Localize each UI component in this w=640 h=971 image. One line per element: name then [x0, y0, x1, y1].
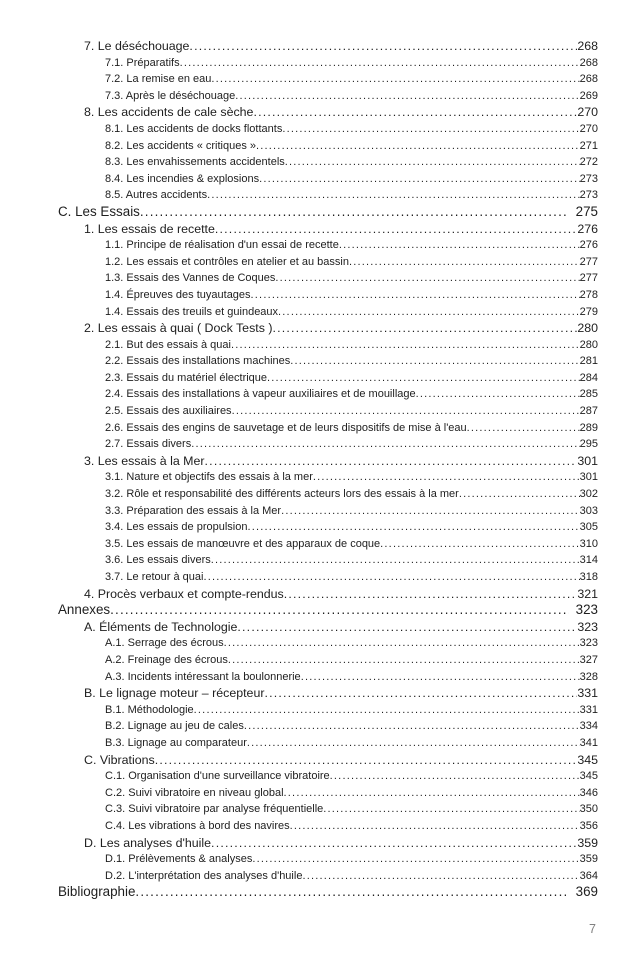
toc-entry[interactable]: [0, 669, 598, 686]
toc-entry[interactable]: [0, 801, 598, 818]
toc-entry-title: 2.6. Essais des engins de sauvetage et de leurs dispositifs de mise à l'eau: [105, 421, 467, 434]
toc-entry-title: C. Les Essais: [58, 203, 140, 219]
toc-entry-title: B.2. Lignage au jeu de cales: [105, 720, 244, 733]
toc-entry-page: 268: [577, 39, 598, 53]
toc-entry-title: 1.4. Épreuves des tuyautages: [105, 288, 251, 301]
toc-entry-title: 2.7. Essais divers: [105, 438, 192, 451]
toc-leader-dots: [203, 569, 579, 586]
toc-leader-dots: [284, 586, 578, 603]
toc-entry[interactable]: [0, 503, 598, 520]
toc-entry[interactable]: [0, 619, 598, 636]
toc-entry-page: 314: [579, 554, 598, 567]
toc-leader-dots: [235, 88, 579, 105]
toc-entry[interactable]: [0, 586, 598, 603]
toc-entry-page: 364: [579, 869, 598, 882]
toc-leader-dots: [135, 884, 568, 901]
toc-entry-page: 369: [575, 884, 598, 900]
toc-entry-page: 269: [579, 89, 598, 102]
toc-entry-title: Annexes: [58, 602, 111, 618]
toc-entry-page: 359: [577, 835, 598, 850]
toc-leader-dots: [278, 304, 580, 321]
toc-entry[interactable]: [0, 768, 598, 785]
toc-entry-title: 1.2. Les essais et contrôles en atelier et au bassin: [105, 255, 349, 268]
toc-leader-dots: [459, 486, 580, 503]
toc-entry[interactable]: [0, 851, 598, 868]
toc-list: [0, 38, 598, 901]
toc-entry-title: 2.3. Essais du matériel électrique: [105, 371, 268, 384]
toc-leader-dots: [281, 503, 580, 520]
toc-entry[interactable]: [0, 386, 598, 403]
toc-leader-dots: [211, 552, 580, 569]
toc-entry-title: 7.3. Après le déséchouage: [105, 89, 236, 102]
toc-entry[interactable]: [0, 138, 598, 155]
toc-entry-title: 8.3. Les envahissements accidentels: [105, 156, 285, 169]
toc-leader-dots: [284, 785, 580, 802]
toc-entry[interactable]: [0, 735, 598, 752]
toc-leader-dots: [349, 254, 580, 271]
toc-entry-title: B.1. Méthodologie: [105, 703, 194, 716]
toc-entry[interactable]: [0, 88, 598, 105]
toc-entry-page: 278: [579, 288, 598, 301]
footer-page-number: 7: [589, 922, 596, 936]
toc-entry-title: 1.4. Essais des treuils et guindeaux: [105, 305, 279, 318]
toc-entry[interactable]: [0, 602, 598, 619]
toc-entry-title: C.3. Suivi vibratoire par analyse fréquentielle: [105, 803, 324, 816]
toc-entry[interactable]: [0, 785, 598, 802]
toc-entry-page: 305: [579, 521, 598, 534]
toc-entry[interactable]: [0, 436, 598, 453]
toc-entry-title: D.2. L'interprétation des analyses d'huile: [105, 869, 303, 882]
toc-entry-title: 2. Les essais à quai ( Dock Tests ): [84, 321, 273, 336]
toc-entry-page: 276: [577, 221, 598, 236]
toc-entry-page: 350: [579, 803, 598, 816]
toc-leader-dots: [290, 818, 580, 835]
toc-leader-dots: [189, 38, 577, 55]
toc-leader-dots: [253, 104, 577, 121]
toc-leader-dots: [330, 768, 580, 785]
toc-leader-dots: [191, 436, 579, 453]
toc-entry-page: 268: [579, 56, 598, 69]
toc-leader-dots: [251, 287, 580, 304]
toc-entry-title: 3.5. Les essais de manœuvre et des apparaux de coque: [105, 537, 381, 550]
toc-entry-page: 359: [579, 853, 598, 866]
toc-entry-page: 273: [579, 172, 598, 185]
toc-leader-dots: [301, 669, 580, 686]
toc-leader-dots: [215, 221, 577, 238]
toc-entry-title: 7.1. Préparatifs: [105, 56, 180, 69]
toc-entry[interactable]: [0, 635, 598, 652]
toc-entry-title: B.3. Lignage au comparateur: [105, 736, 247, 749]
toc-entry[interactable]: [0, 171, 598, 188]
toc-leader-dots: [207, 187, 580, 204]
toc-entry-title: 1.1. Principe de réalisation d'un essai de recette: [105, 239, 339, 252]
toc-entry-page: 276: [579, 239, 598, 252]
toc-entry-page: 331: [577, 686, 598, 701]
toc-entry[interactable]: [0, 254, 598, 271]
toc-entry[interactable]: [0, 835, 598, 852]
toc-leader-dots: [416, 386, 580, 403]
toc-entry[interactable]: [0, 154, 598, 171]
toc-entry-page: 281: [579, 355, 598, 368]
toc-entry-page: 334: [579, 720, 598, 733]
toc-leader-dots: [259, 171, 580, 188]
toc-entry[interactable]: [0, 38, 598, 55]
toc-entry[interactable]: [0, 536, 598, 553]
toc-entry-page: 270: [577, 105, 598, 120]
toc-entry[interactable]: [0, 752, 598, 769]
toc-entry-page: 345: [577, 752, 598, 767]
toc-entry-title: 3.7. Le retour à quai: [105, 571, 204, 583]
toc-leader-dots: [380, 536, 579, 553]
toc-entry-page: 277: [579, 272, 598, 285]
toc-entry[interactable]: [0, 237, 598, 254]
toc-entry-page: 323: [577, 619, 598, 634]
toc-entry[interactable]: [0, 818, 598, 835]
toc-entry-title: A.3. Incidents intéressant la boulonnerie: [105, 670, 301, 683]
toc-leader-dots: [155, 752, 578, 769]
toc-entry-title: C.2. Suivi vibratoire en niveau global: [105, 786, 284, 799]
toc-entry-page: 279: [579, 305, 598, 318]
toc-entry-page: 285: [579, 388, 598, 401]
toc-entry-title: A.1. Serrage des écrous: [105, 637, 224, 650]
toc-entry-page: 295: [579, 438, 598, 451]
toc-entry[interactable]: [0, 718, 598, 735]
toc-entry-title: 1. Les essais de recette: [84, 221, 215, 236]
toc-leader-dots: [194, 702, 580, 719]
toc-leader-dots: [205, 453, 578, 470]
toc-entry-title: C. Vibrations: [84, 752, 155, 767]
toc-entry[interactable]: [0, 204, 598, 221]
toc-leader-dots: [180, 55, 580, 72]
toc-entry-page: 302: [579, 488, 598, 501]
toc-entry-page: 301: [577, 453, 598, 468]
toc-leader-dots: [275, 270, 579, 287]
toc-entry-page: 289: [579, 421, 598, 434]
toc-entry[interactable]: [0, 569, 598, 586]
toc-entry[interactable]: [0, 486, 598, 503]
toc-entry[interactable]: [0, 221, 598, 238]
toc-entry[interactable]: [0, 469, 598, 486]
toc-entry-title: 8.2. Les accidents « critiques »: [105, 139, 257, 152]
toc-entry[interactable]: [0, 337, 598, 354]
toc-leader-dots: [313, 469, 580, 486]
toc-entry-page: 271: [579, 139, 598, 152]
toc-entry-page: 331: [579, 703, 598, 716]
toc-leader-dots: [237, 619, 577, 636]
toc-entry-page: 327: [579, 653, 598, 666]
toc-entry-page: 277: [579, 255, 598, 268]
toc-entry-page: 323: [575, 602, 598, 618]
toc-entry-page: 275: [575, 203, 598, 219]
toc-entry[interactable]: [0, 685, 598, 702]
toc-entry[interactable]: [0, 104, 598, 121]
toc-leader-dots: [302, 868, 579, 885]
toc-entry-title: 2.2. Essais des installations machines: [105, 355, 291, 368]
toc-entry[interactable]: [0, 884, 598, 901]
toc-entry-title: 7. Le déséchouage: [84, 39, 190, 53]
toc-entry-title: 2.1. But des essais à quai: [105, 338, 231, 351]
toc-leader-dots: [467, 420, 580, 437]
toc-leader-dots: [272, 320, 577, 337]
toc-entry-title: C.4. Les vibrations à bord des navires: [105, 819, 290, 832]
toc-entry-title: D. Les analyses d'huile: [84, 835, 212, 850]
toc-entry-page: 346: [579, 786, 598, 799]
toc-leader-dots: [224, 635, 580, 652]
toc-entry-page: 321: [577, 586, 598, 601]
toc-entry[interactable]: [0, 420, 598, 437]
toc-entry-title: 3.4. Les essais de propulsion: [105, 521, 248, 534]
toc-entry[interactable]: [0, 552, 598, 569]
toc-entry-title: A.2. Freinage des écrous: [105, 653, 228, 666]
toc-entry[interactable]: [0, 702, 598, 719]
toc-entry-title: C.1. Organisation d'une surveillance vibratoire: [105, 770, 330, 783]
toc-leader-dots: [140, 204, 569, 221]
toc-entry-title: 2.4. Essais des installations à vapeur auxiliaires et de mouillage: [105, 388, 416, 401]
toc-entry[interactable]: [0, 287, 598, 304]
toc-leader-dots: [228, 652, 580, 669]
toc-entry-title: 3. Les essais à la Mer: [84, 453, 205, 468]
toc-entry-page: 310: [579, 537, 598, 550]
toc-entry-page: 270: [579, 122, 598, 135]
toc-entry[interactable]: [0, 270, 598, 287]
toc-entry-title: Bibliographie: [58, 884, 136, 900]
toc-entry-page: 323: [579, 637, 598, 650]
toc-leader-dots: [232, 403, 580, 420]
toc-leader-dots: [282, 121, 579, 138]
toc-entry[interactable]: [0, 304, 598, 321]
toc-leader-dots: [267, 370, 580, 387]
toc-entry[interactable]: [0, 403, 598, 420]
toc-entry-title: 8.1. Les accidents de docks flottants: [105, 122, 283, 135]
toc-entry[interactable]: [0, 187, 598, 204]
toc-entry-title: 3.2. Rôle et responsabilité des différents acteurs lors des essais à la mer: [105, 488, 459, 501]
toc-entry-title: 8.5. Autres accidents: [105, 189, 208, 202]
toc-leader-dots: [110, 602, 569, 619]
toc-entry-title: 8.4. Les incendies & explosions: [105, 172, 260, 185]
toc-leader-dots: [211, 71, 579, 88]
toc-entry-page: 280: [577, 321, 598, 336]
toc-leader-dots: [247, 519, 579, 536]
toc-leader-dots: [339, 237, 580, 254]
toc-entry-page: 318: [579, 571, 598, 583]
toc-entry-page: 268: [579, 73, 598, 86]
toc-entry[interactable]: [0, 453, 598, 470]
toc-entry-title: A. Éléments de Technologie: [84, 619, 238, 634]
toc-entry[interactable]: [0, 71, 598, 88]
toc-leader-dots: [290, 353, 579, 370]
toc-entry-page: 341: [579, 736, 598, 749]
toc-entry-page: 301: [579, 471, 598, 484]
toc-leader-dots: [323, 801, 579, 818]
toc-entry-page: 303: [579, 504, 598, 517]
toc-entry-page: 328: [579, 670, 598, 683]
toc-entry-page: 284: [579, 371, 598, 384]
toc-entry[interactable]: [0, 320, 598, 337]
toc-entry[interactable]: [0, 652, 598, 669]
toc-entry-title: 3.3. Préparation des essais à la Mer: [105, 504, 282, 517]
toc-entry-title: B. Le lignage moteur – récepteur: [84, 686, 265, 701]
toc-entry[interactable]: [0, 370, 598, 387]
toc-leader-dots: [247, 735, 580, 752]
toc-entry-title: D.1. Prélèvements & analyses: [105, 853, 253, 866]
toc-entry-title: 7.2. La remise en eau: [105, 73, 212, 86]
toc-leader-dots: [252, 851, 579, 868]
toc-leader-dots: [244, 718, 580, 735]
toc-entry[interactable]: [0, 868, 598, 885]
toc-entry-title: 8. Les accidents de cale sèche: [84, 105, 254, 120]
toc-entry-page: 345: [579, 770, 598, 783]
toc-entry-title: 2.5. Essais des auxiliaires: [105, 405, 232, 418]
toc-entry-title: 1.3. Essais des Vannes de Coques: [105, 272, 276, 285]
toc-leader-dots: [264, 685, 577, 702]
toc-leader-dots: [211, 835, 577, 852]
toc-entry-title: 3.6. Les essais divers: [105, 554, 211, 567]
toc-entry-title: 4. Procès verbaux et compte-rendus: [84, 586, 284, 601]
toc-entry-page: 272: [579, 156, 598, 169]
toc-entry[interactable]: [0, 55, 598, 72]
toc-leader-dots: [256, 138, 580, 155]
toc-entry-page: 287: [579, 405, 598, 418]
toc-entry-title: 3.1. Nature et objectifs des essais à la mer: [105, 471, 313, 484]
toc-leader-dots: [285, 154, 580, 171]
toc-entry-page: 356: [579, 819, 598, 832]
toc-entry-page: 273: [579, 189, 598, 202]
toc-leader-dots: [231, 337, 580, 354]
toc-entry[interactable]: [0, 353, 598, 370]
toc-entry-page: 280: [579, 338, 598, 351]
toc-entry[interactable]: [0, 121, 598, 138]
toc-entry[interactable]: [0, 519, 598, 536]
